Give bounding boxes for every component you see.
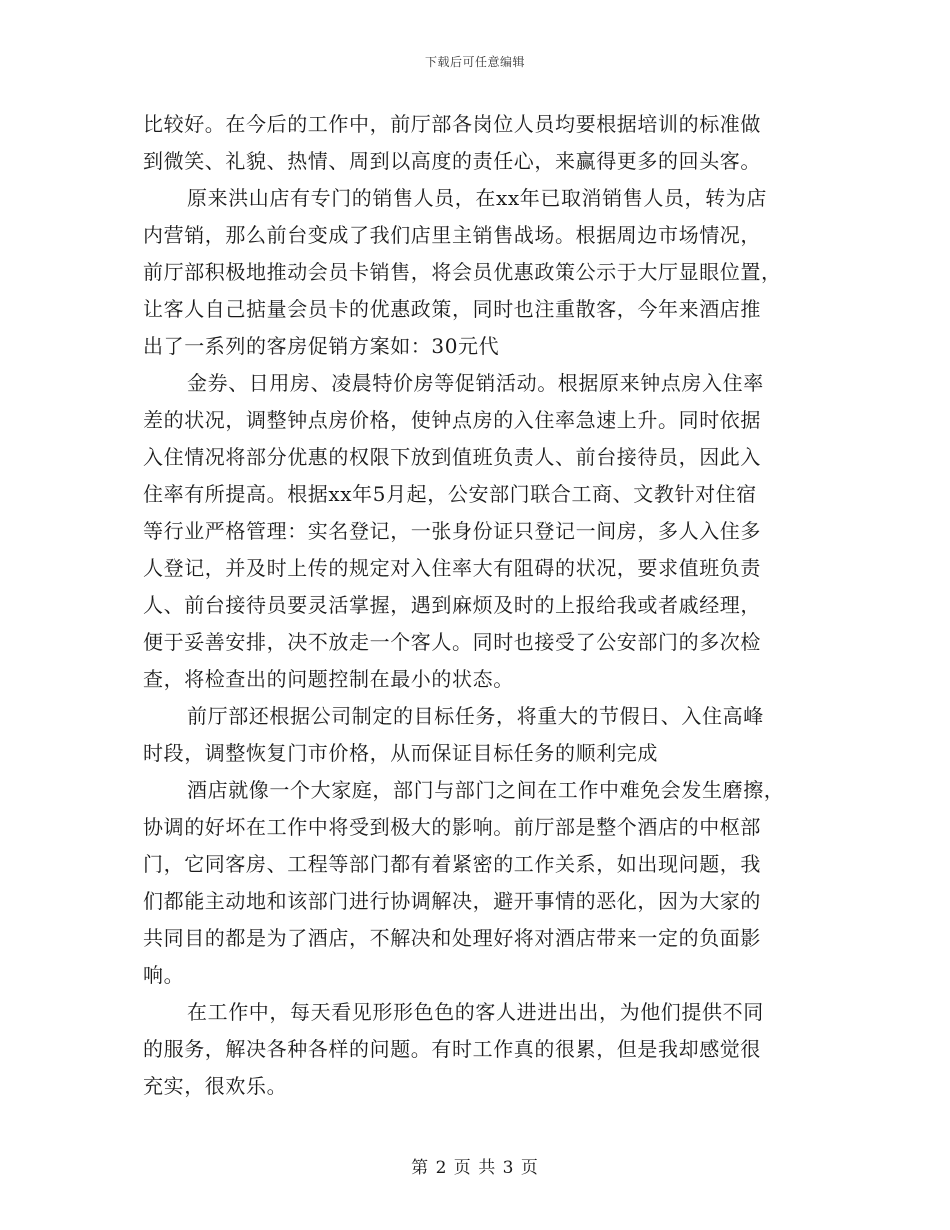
text-line: 住率有所提高。根据xx年5月起，公安部门联合工商、文教针对住宿 — [143, 482, 757, 506]
text-line: 时段，调整恢复门市价格，从而保证目标任务的顺利完成 — [143, 741, 658, 765]
text-line: 酒店就像一个大家庭，部门与部门之间在工作中难免会发生磨擦， — [187, 778, 785, 802]
text-line: 人登记，并及时上传的规定对入住率大有阻碍的状况，要求值班负责 — [143, 556, 761, 580]
text-line: 共同目的都是为了酒店，不解决和处理好将对酒店带来一定的负面影 — [143, 926, 761, 950]
page-number-footer: 第 2 页 共 3 页 — [411, 1158, 539, 1178]
text-line: 差的状况，调整钟点房价格，使钟点房的入住率急速上升。同时依据 — [143, 408, 761, 432]
text-line: 前厅部还根据公司制定的目标任务，将重大的节假日、入住高峰 — [187, 704, 764, 728]
text-line: 的服务，解决各种各样的问题。有时工作真的很累，但是我却感觉很 — [143, 1037, 761, 1061]
text-line: 响。 — [143, 963, 185, 987]
text-line: 让客人自己掂量会员卡的优惠政策，同时也注重散客，今年来酒店推 — [143, 297, 761, 321]
text-line: 们都能主动地和该部门进行协调解决，避开事情的恶化，因为大家的 — [143, 889, 761, 913]
text-line: 比较好。在今后的工作中，前厅部各岗位人员均要根据培训的标准做 — [143, 112, 761, 136]
text-line: 到微笑、礼貌、热情、周到以高度的责任心，来赢得更多的回头客。 — [143, 149, 761, 173]
text-line: 等行业严格管理：实名登记，一张身份证只登记一间房，多人入住多 — [143, 519, 761, 543]
text-line: 金券、日用房、凌晨特价房等促销活动。根据原来钟点房入住率 — [187, 371, 764, 395]
text-line: 前厅部积极地推动会员卡销售，将会员优惠政策公示于大厅显眼位置， — [143, 260, 782, 284]
text-line: 在工作中，每天看见形形色色的客人进进出出，为他们提供不同 — [187, 1000, 764, 1024]
text-line: 门，它同客房、工程等部门都有着紧密的工作关系，如出现问题，我 — [143, 852, 761, 876]
text-line: 内营销，那么前台变成了我们店里主销售战场。根据周边市场情况， — [143, 223, 761, 247]
text-line: 人、前台接待员要灵活掌握，遇到麻烦及时的上报给我或者戚经理， — [143, 593, 761, 617]
text-line: 入住情况将部分优惠的权限下放到值班负责人、前台接待员，因此入 — [143, 445, 761, 469]
text-line: 查，将检查出的问题控制在最小的状态。 — [143, 667, 514, 691]
text-line: 充实，很欢乐。 — [143, 1074, 288, 1098]
page-header: 下载后可任意编辑 — [424, 55, 525, 69]
text-line: 协调的好坏在工作中将受到极大的影响。前厅部是整个酒店的中枢部 — [143, 815, 761, 839]
text-line: 原来洪山店有专门的销售人员，在xx年已取消销售人员，转为店 — [187, 186, 767, 210]
text-line: 便于妥善安排，决不放走一个客人。同时也接受了公安部门的多次检 — [143, 630, 761, 654]
text-line: 出了一系列的客房促销方案如：30元代 — [143, 334, 500, 358]
document-body — [143, 106, 809, 1105]
